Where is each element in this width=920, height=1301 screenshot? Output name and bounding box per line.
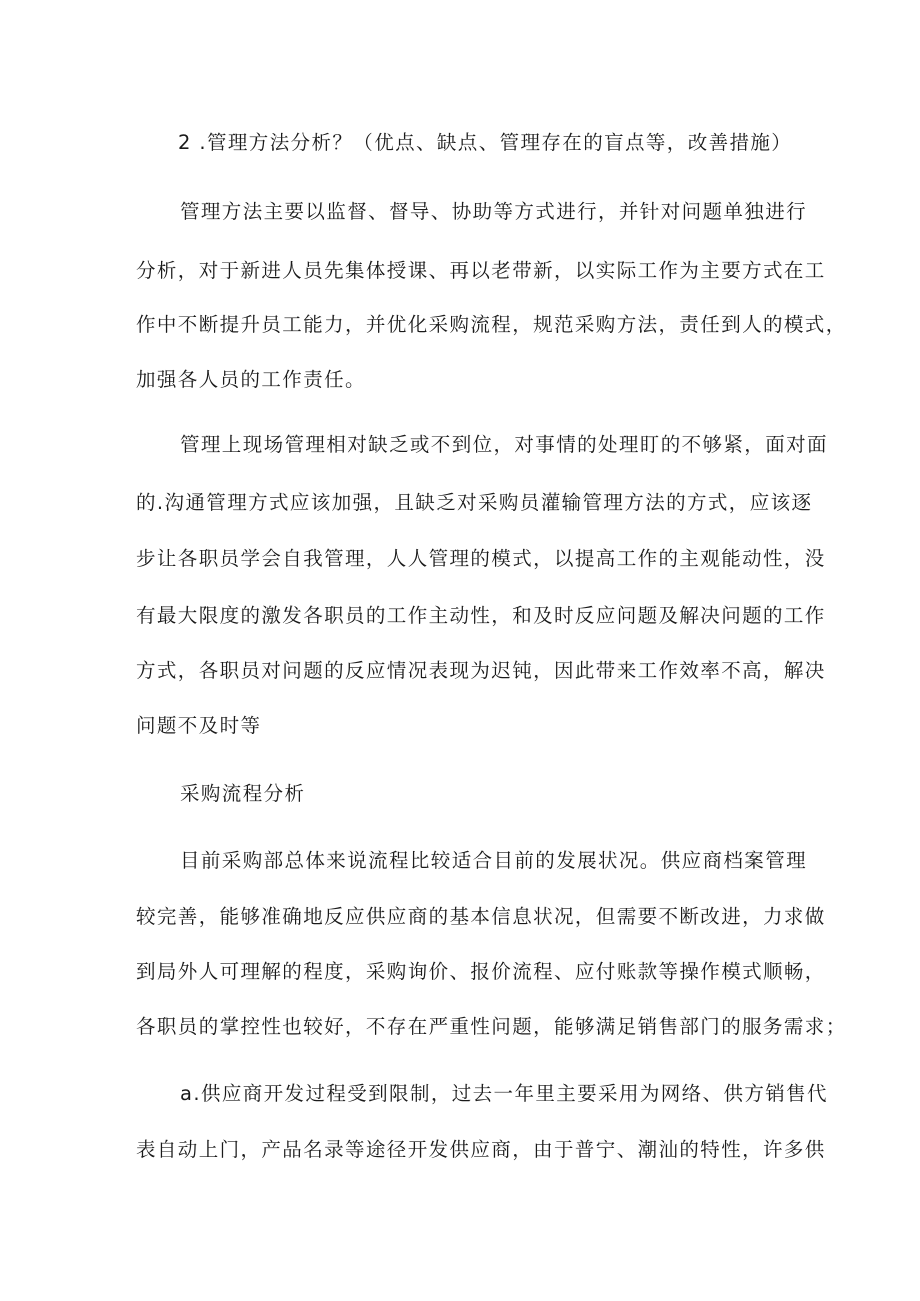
paragraph-4-line-2: 表自动上门，产品名录等途径开发供应商，由于普宁、潮汕的特性，许多供 [136, 1138, 826, 1161]
paragraph-2-line-6: 问题不及时等 [136, 714, 262, 737]
subsection-title: 采购流程分析 [180, 782, 306, 805]
paragraph-2-line-5: 方式，各职员对问题的反应情况表现为迟钝，因此带来工作效率不高，解决 [136, 659, 826, 682]
paragraph-2-line-4: 有最大限度的激发各职员的工作主动性，和及时反应问题及解决问题的工作 [136, 604, 826, 627]
paragraph-3-line-1: 目前采购部总体来说流程比较适合目前的发展状况。供应商档案管理 [180, 849, 808, 872]
paragraph-1-line-3: 作中不断提升员工能力，并优化采购流程，规范采购方法，责任到人的模式， [136, 313, 847, 336]
paragraph-3-line-3: 到局外人可理解的程度，采购询价、报价流程、应付账款等操作模式顺畅， [136, 960, 826, 983]
section-heading: 2 .管理方法分析？（优点、缺点、管理存在的盲点等，改善措施） [178, 131, 793, 154]
paragraph-1-line-4: 加强各人员的工作责任。 [136, 368, 366, 391]
paragraph-3-line-4: 各职员的掌控性也较好，不存在严重性问题，能够满足销售部门的服务需求； [136, 1015, 847, 1038]
paragraph-1-line-1: 管理方法主要以监督、督导、协助等方式进行，并针对问题单独进行 [180, 200, 808, 223]
paragraph-2-line-3: 步让各职员学会自我管理，人人管理的模式，以提高工作的主观能动性，没 [136, 547, 826, 570]
paragraph-2-line-2: 的.沟通管理方式应该加强，且缺乏对采购员灌输管理方法的方式，应该逐 [136, 491, 813, 514]
paragraph-4-line-1: a.供应商开发过程受到限制，过去一年里主要采用为网络、供方销售代 [180, 1082, 828, 1105]
paragraph-1-line-2: 分析，对于新进人员先集体授课、再以老带新，以实际工作为主要方式在工 [136, 259, 826, 282]
paragraph-3-line-2: 较完善，能够准确地反应供应商的基本信息状况，但需要不断改进，力求做 [136, 905, 826, 928]
paragraph-2-line-1: 管理上现场管理相对缺乏或不到位，对事情的处理盯的不够紧，面对面 [180, 433, 828, 456]
